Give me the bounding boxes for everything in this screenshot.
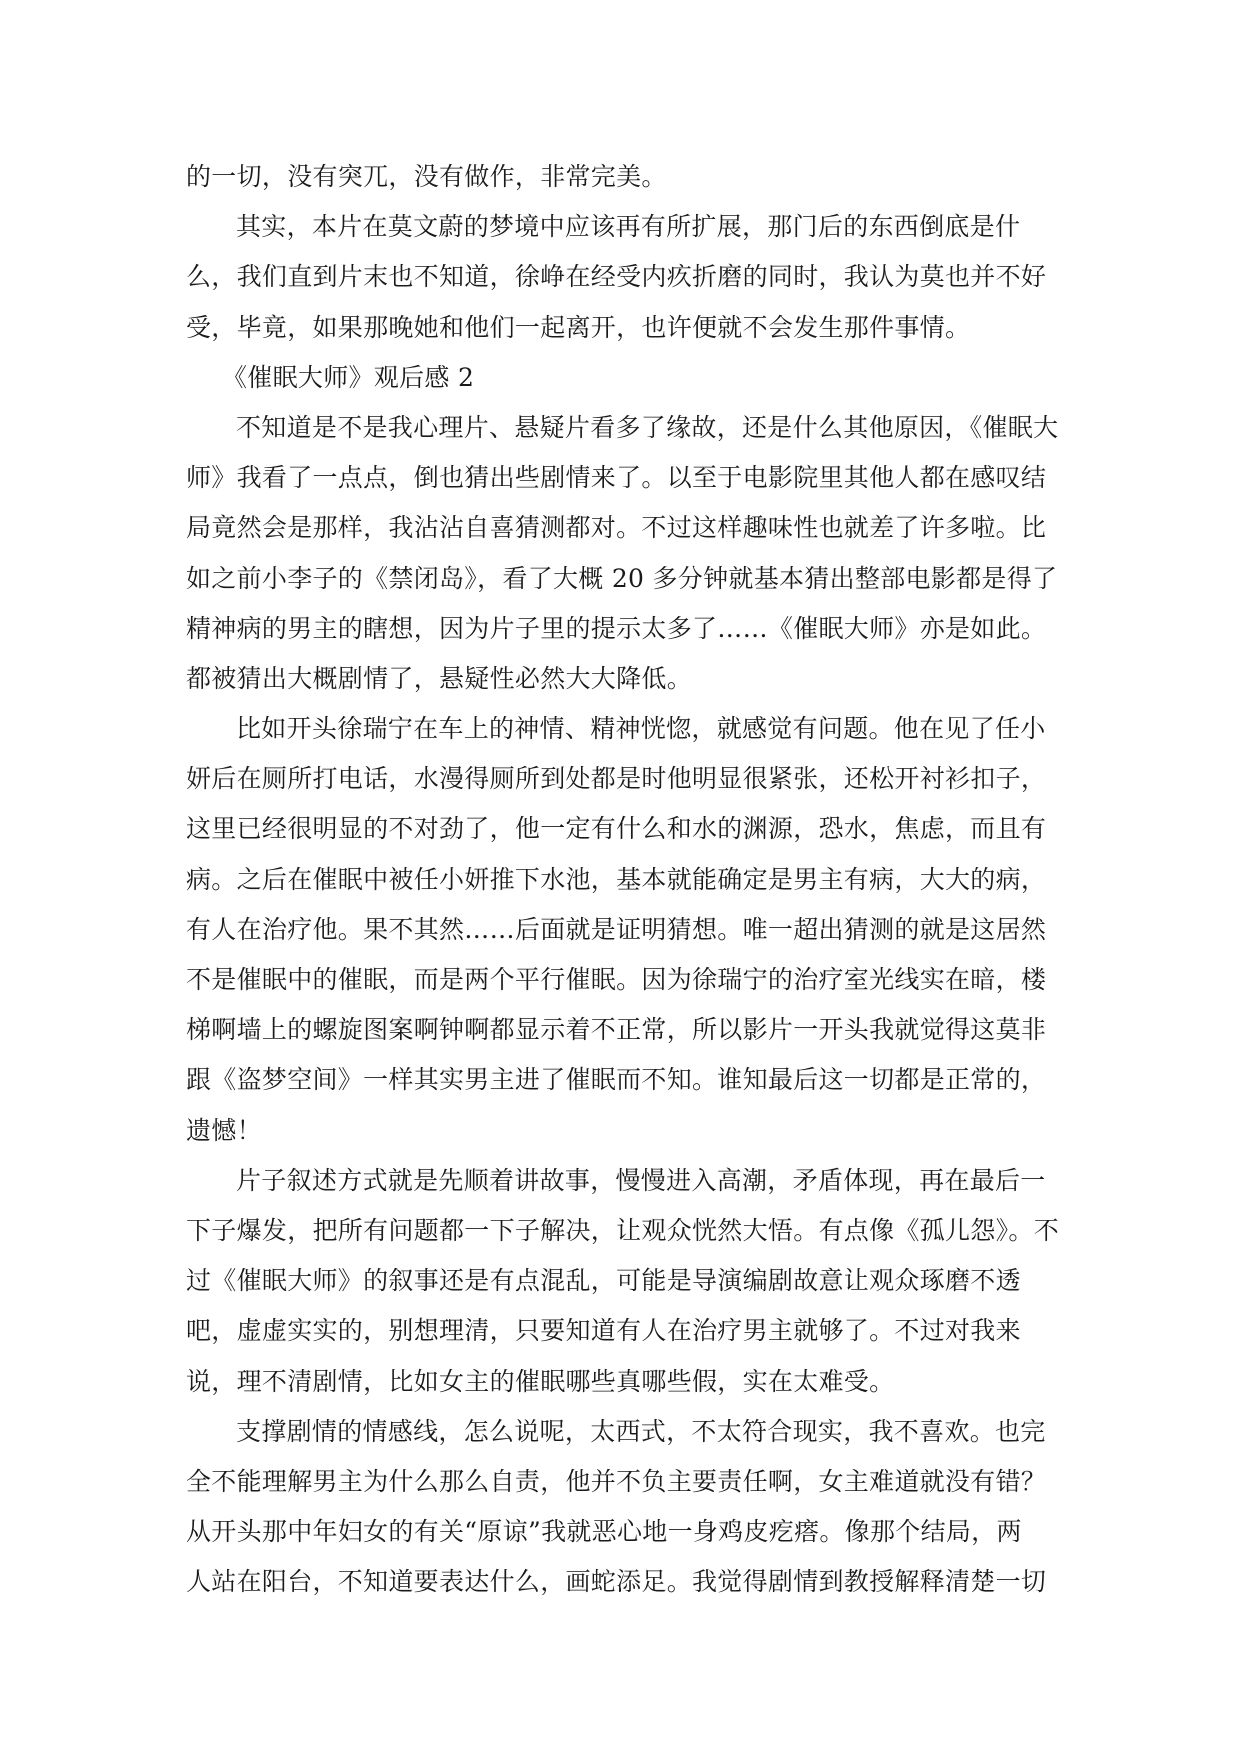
section-heading: 《催眠大师》观后感 2	[222, 362, 475, 392]
text-line: 梯啊墙上的螺旋图案啊钟啊都显示着不正常，所以影片一开头我就觉得这莫非	[186, 1015, 1047, 1045]
text-line: 跟《盗梦空间》一样其实男主进了催眠而不知。谁知最后这一切都是正常的，	[186, 1065, 1047, 1095]
text-line: 的一切，没有突兀，没有做作，非常完美。	[186, 162, 667, 191]
text-line: 支撑剧情的情感线，怎么说呢，太西式，不太符合现实，我不喜欢。也完	[236, 1416, 1046, 1446]
text-line: 都被猜出大概剧情了，悬疑性必然大大降低。	[186, 663, 693, 693]
text-line: 如之前小李子的《禁闭岛》，看了大概 20 多分钟就基本猜出整部电影都是得了	[186, 563, 1058, 593]
text-line: 过《催眠大师》的叙事还是有点混乱，可能是导演编剧故意让观众琢磨不透	[186, 1266, 1021, 1296]
text-line: 比如开头徐瑞宁在车上的神情、精神恍惚，就感觉有问题。他在见了任小	[236, 714, 1046, 744]
text-line: 有人在治疗他。果不其然……后面就是证明猜想。唯一超出猜测的就是这居然	[186, 914, 1047, 944]
text-line: 精神病的男主的瞎想，因为片子里的提示太多了……《催眠大师》亦是如此。	[186, 613, 1047, 643]
text-line: 其实，本片在莫文蔚的梦境中应该再有所扩展，那门后的东西倒底是什	[236, 212, 1021, 242]
text-line: 不是催眠中的催眠，而是两个平行催眠。因为徐瑞宁的治疗室光线实在暗，楼	[186, 965, 1047, 994]
text-line: 片子叙述方式就是先顺着讲故事，慢慢进入高潮，矛盾体现，再在最后一	[236, 1165, 1046, 1195]
text-line: 么，我们直到片末也不知道，徐峥在经受内疚折磨的同时，我认为莫也并不好	[186, 262, 1047, 292]
document-body	[186, 152, 1066, 1607]
text-line: 局竟然会是那样，我沾沾自喜猜测都对。不过这样趣味性也就差了许多啦。比	[186, 513, 1047, 543]
text-line: 吧，虚虚实实的，别想理清，只要知道有人在治疗男主就够了。不过对我来	[186, 1316, 1021, 1346]
text-line: 师》我看了一点点，倒也猜出些剧情来了。以至于电影院里其他人都在感叹结	[186, 463, 1047, 493]
text-line: 说，理不清剧情，比如女主的催眠哪些真哪些假，实在太难受。	[186, 1366, 895, 1396]
text-line: 遗憾！	[186, 1115, 262, 1145]
text-line: 下子爆发，把所有问题都一下子解决，让观众恍然大悟。有点像《孤儿怨》。不	[186, 1215, 1060, 1245]
text-line: 病。之后在催眠中被任小妍推下水池，基本就能确定是男主有病，大大的病，	[186, 864, 1047, 894]
text-line: 全不能理解男主为什么那么自责，他并不负主要责任啊，女主难道就没有错？	[186, 1466, 1047, 1496]
text-line: 妍后在厕所打电话，水漫得厕所到处都是时他明显很紧张，还松开衬衫扣子，	[186, 764, 1047, 794]
text-line: 不知道是不是我心理片、悬疑片看多了缘故，还是什么其他原因，《催眠大	[236, 412, 1059, 442]
text-line: 受，毕竟，如果那晚她和他们一起离开，也许便就不会发生那件事情。	[186, 312, 971, 342]
text-line: 人站在阳台，不知道要表达什么，画蛇添足。我觉得剧情到教授解释清楚一切	[186, 1567, 1047, 1597]
text-line: 从开头那中年妇女的有关“原谅”我就恶心地一身鸡皮疙瘩。像那个结局，两	[186, 1517, 1022, 1547]
text-line: 这里已经很明显的不对劲了，他一定有什么和水的渊源，恐水，焦虑，而且有	[186, 814, 1047, 844]
